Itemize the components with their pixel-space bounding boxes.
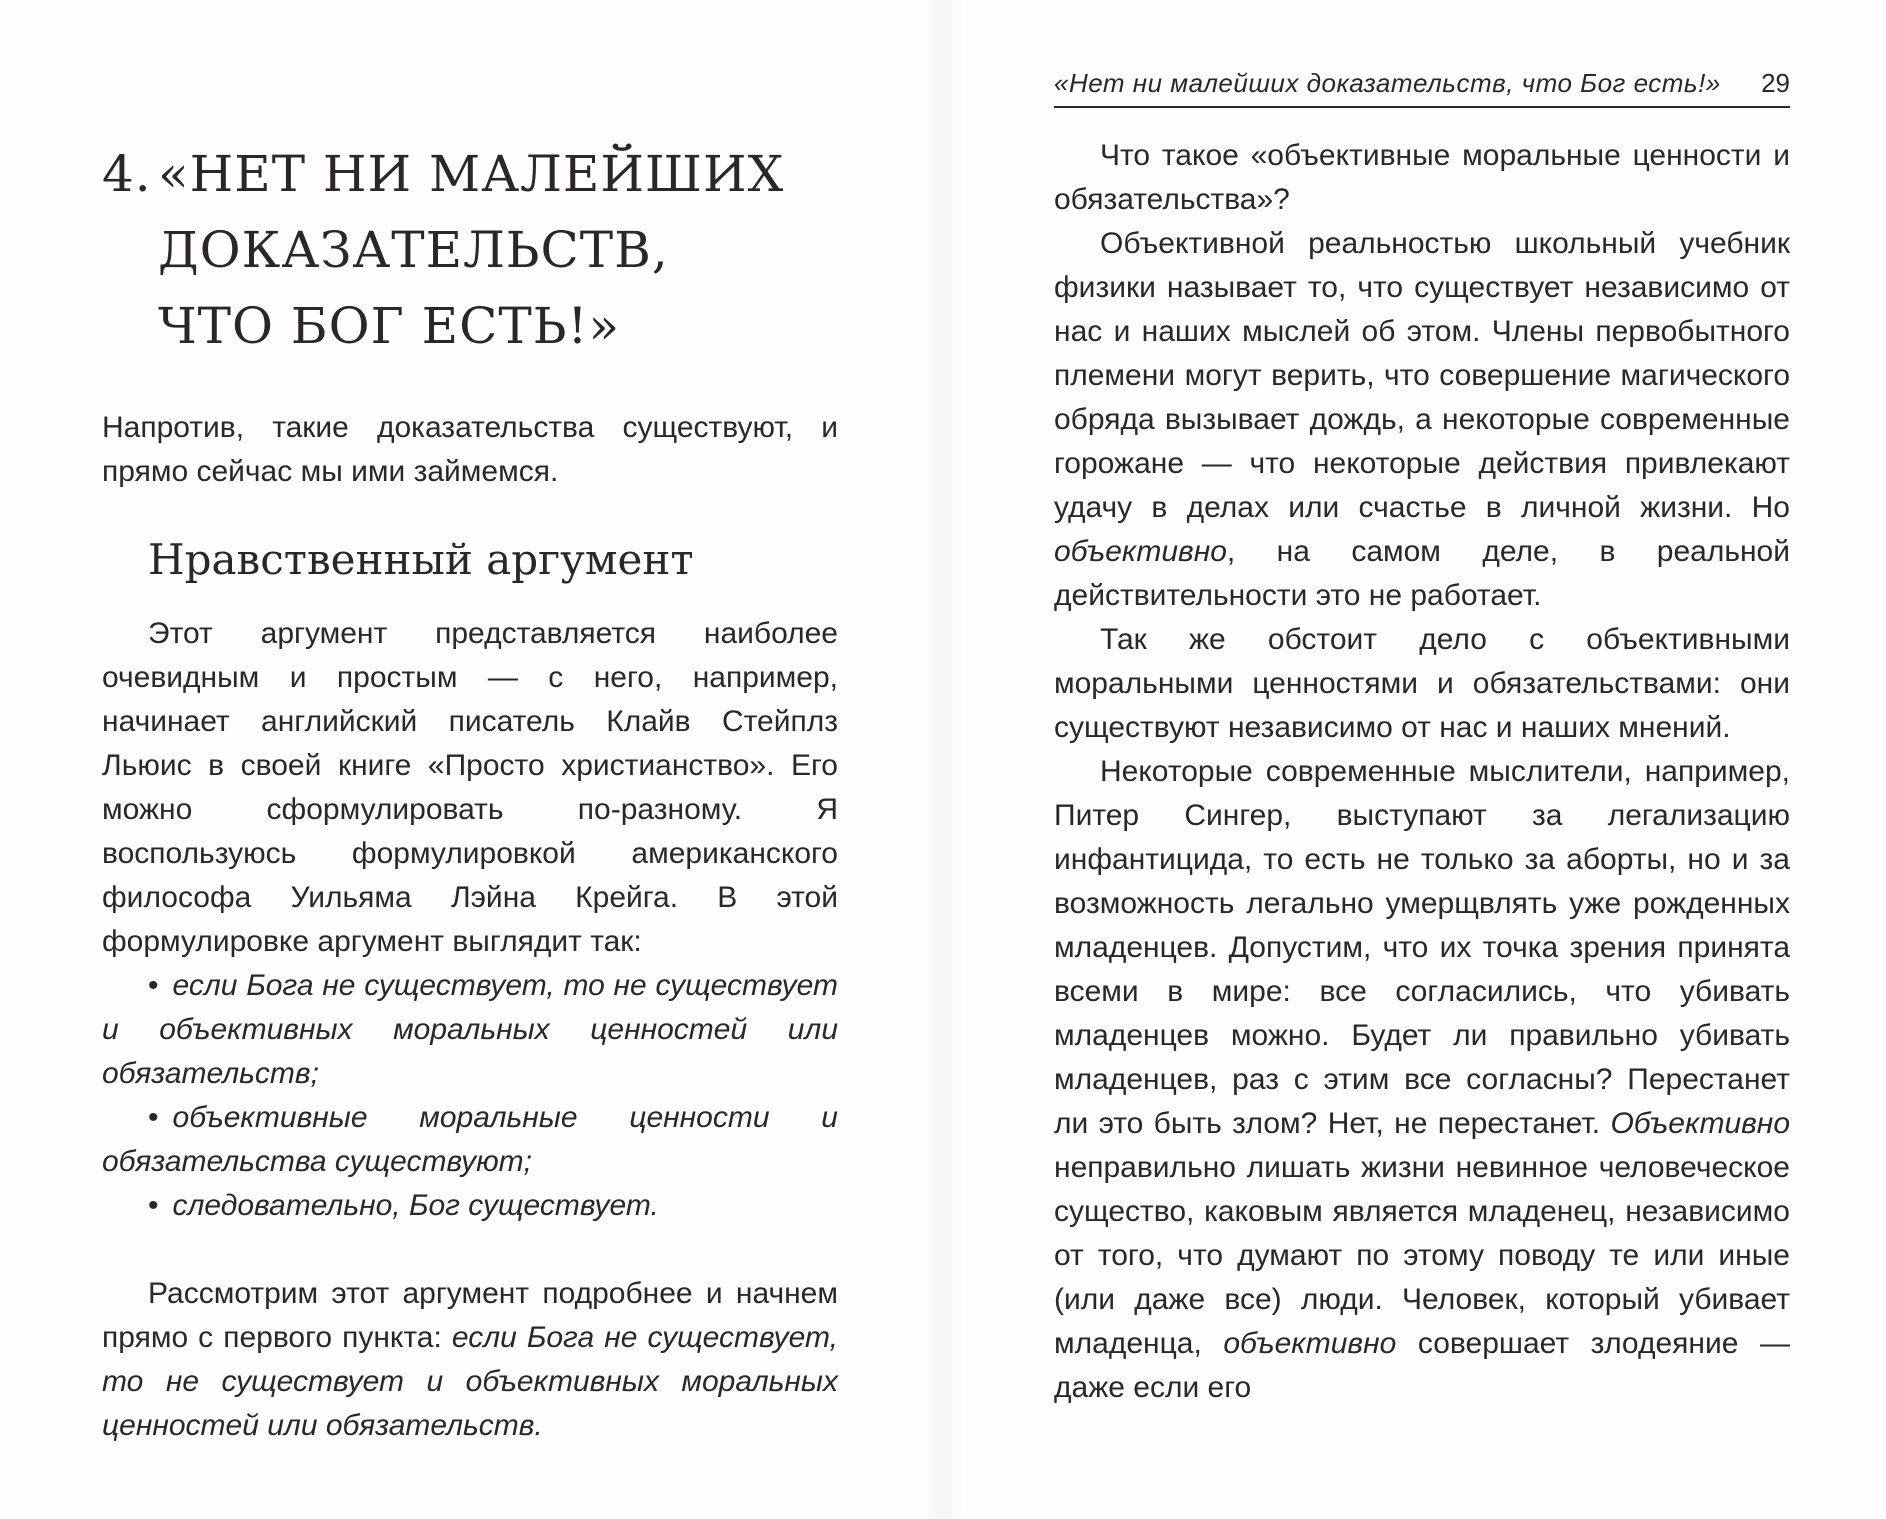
- chapter-title-line-1: [102, 136, 862, 212]
- infanticide-text-a: Некоторые современные мыслители, например, Питер Сингер, выступают за легализацию инфантицида, то есть не только за аборты, но и за возможность легально умерщвлять уже рожденных младенцев. Допустим, что их точка зрения принята всеми в мире: все согласились, что убивать младенцев можно. Будет ли правильно убивать младенцев, раз с этим все согласны? Перестанет ли это быть злом? Нет, не перестанет.: [1054, 755, 1790, 1140]
- infanticide-emphasis-2: объективно: [1223, 1327, 1397, 1360]
- bullet-icon: •: [148, 1101, 159, 1134]
- infanticide-emphasis-1: Объективно: [1610, 1107, 1790, 1140]
- argument-item-1: [102, 964, 838, 1096]
- running-header-title: «Нет ни малейших доказательств, что Бог есть!»: [1054, 68, 1721, 98]
- chapter-number: 4.: [102, 145, 152, 203]
- moral-values-paragraph: Так же обстоит дело с объективными моральными ценностями и обязательствами: они существуют независимо от нас и наших мнений.: [1054, 623, 1790, 744]
- objective-reality-text-a: Объективной реальностью школьный учебник физики называет то, что существует независимо от нас и наших мыслей об этом. Члены первобытного племени могут верить, что совершение магического обряда вызывает дождь, а некоторые современные горожане — что некоторые действия привлекают удачу в делах или счастье в личной жизни. Но: [1054, 227, 1790, 524]
- chapter-title-line-2: ДОКАЗАТЕЛЬСТВ,: [158, 221, 669, 279]
- bullet-icon: •: [148, 969, 159, 1002]
- bullet-icon: •: [148, 1189, 159, 1222]
- analysis-paragraph: [102, 1272, 838, 1448]
- argument-item-text: следовательно, Бог существует.: [172, 1189, 659, 1222]
- argument-item-text: если Бога не существует, то не существует и объективных моральных ценностей или обязательств;: [102, 969, 838, 1090]
- paragraph-spacer: [102, 1228, 838, 1272]
- infanticide-text-c: совершает злодеяние — даже если его: [1054, 1327, 1790, 1404]
- book-gutter: [920, 0, 966, 1519]
- argument-intro-paragraph: Этот аргумент представляется наиболее очевидным и простым — с него, например, начинает английский писатель Клайв Стейплз Льюис в своей книге «Просто христианство». Его можно сформулировать по-разному. Я воспользуюсь формулировкой американского философа Уильяма Лэйна Крейга. В этой формулировке аргумент выглядит так:: [102, 617, 838, 958]
- definition-question-paragraph: Что такое «объективные моральные ценности и обязательства»?: [1054, 139, 1790, 216]
- infanticide-paragraph: [1054, 750, 1790, 1410]
- objective-reality-emphasis: объективно: [1054, 535, 1227, 568]
- right-body: [1054, 134, 1790, 1410]
- argument-item-text: объективные моральные ценности и обязательства существуют;: [102, 1101, 838, 1178]
- analysis-quote: если Бога не существует, то не существует и объективных моральных ценностей или обязательств.: [102, 1321, 838, 1442]
- page-number: 29: [1761, 68, 1790, 98]
- objective-reality-paragraph: [1054, 222, 1790, 618]
- left-body: [102, 612, 838, 1448]
- chapter-title: [102, 136, 862, 364]
- chapter-title-text-1: «НЕТ НИ МАЛЕЙШИХ: [158, 145, 785, 203]
- objective-reality-text-b: , на самом деле, в реальной действительности это не работает.: [1054, 535, 1790, 612]
- intro-paragraph: Напротив, такие доказательства существуют, и прямо сейчас мы ими займемся.: [102, 411, 838, 488]
- argument-item-2: [102, 1096, 838, 1184]
- running-header: [1054, 62, 1790, 108]
- analysis-text: Рассмотрим этот аргумент подробнее и начнем прямо с первого пункта:: [102, 1277, 838, 1354]
- chapter-title-line-3: ЧТО БОГ ЕСТЬ!»: [158, 297, 621, 355]
- infanticide-text-b: неправильно лишать жизни невинное человеческое существо, каковым является младенец, независимо от того, что думают по этому поводу те или иные (или даже все) люди. Человек, который убивает младенца,: [1054, 1151, 1790, 1360]
- argument-list: [102, 964, 838, 1228]
- section-heading: Нравственный аргумент: [148, 535, 694, 584]
- argument-item-3: [102, 1184, 838, 1228]
